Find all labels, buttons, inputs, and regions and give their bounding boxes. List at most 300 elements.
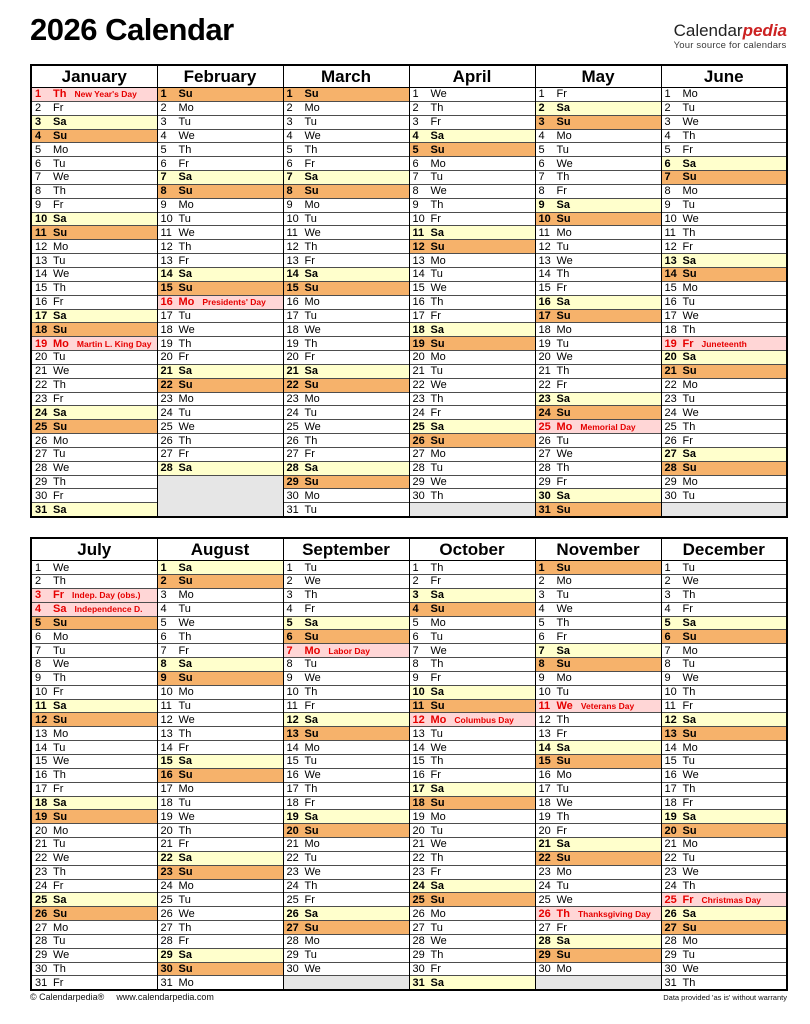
day-cell-august-19 [157, 810, 283, 824]
day-cell-may-8 [535, 184, 661, 198]
day-cell-december-13 [661, 727, 787, 741]
day-cell-july-20 [31, 824, 157, 838]
day-row-27 [31, 921, 787, 935]
empty-cell-february [157, 475, 283, 517]
day-number: 27 [538, 448, 551, 461]
day-number: 22 [35, 852, 48, 865]
day-number: 2 [35, 575, 42, 588]
day-number: 17 [35, 783, 48, 796]
day-weekday: Mo [556, 672, 572, 685]
day-cell-october-5 [409, 616, 535, 630]
day-number: 12 [160, 240, 173, 253]
day-number: 26 [412, 907, 425, 920]
day-cell-september-19 [283, 810, 409, 824]
day-number: 9 [412, 672, 419, 685]
day-row-5 [31, 143, 787, 157]
day-cell-october-25 [409, 893, 535, 907]
day-cell-june-9 [661, 198, 787, 212]
day-number: 24 [35, 879, 48, 892]
day-number: 23 [538, 392, 551, 405]
day-weekday: Su [304, 824, 319, 837]
day-number: 5 [160, 616, 167, 629]
day-cell-july-6 [31, 630, 157, 644]
day-weekday: Sa [430, 589, 444, 602]
day-cell-february-7 [157, 171, 283, 185]
day-weekday: Su [53, 323, 68, 336]
day-number: 26 [286, 434, 299, 447]
day-weekday: Su [556, 503, 571, 516]
day-cell-march-16 [283, 295, 409, 309]
day-row-14 [31, 741, 787, 755]
day-weekday: Mo [556, 226, 572, 239]
day-number: 20 [538, 351, 551, 364]
day-cell-september-10 [283, 685, 409, 699]
day-number: 18 [286, 323, 299, 336]
day-cell-october-27 [409, 921, 535, 935]
day-cell-october-10 [409, 685, 535, 699]
day-number: 26 [160, 434, 173, 447]
day-number: 24 [538, 406, 551, 419]
day-row-25 [31, 420, 787, 434]
day-weekday: Tu [682, 852, 695, 865]
day-number: 1 [160, 561, 167, 574]
day-cell-july-27 [31, 921, 157, 935]
day-weekday: Su [178, 379, 193, 392]
day-number: 17 [664, 783, 677, 796]
day-number: 10 [412, 213, 425, 226]
day-number: 10 [35, 213, 48, 226]
day-cell-december-17 [661, 782, 787, 796]
holiday-label: Columbus Day [454, 714, 514, 725]
day-weekday: Fr [304, 351, 315, 364]
day-weekday: Tu [304, 658, 317, 671]
day-weekday: Th [178, 434, 192, 447]
day-cell-june-19 [661, 337, 787, 351]
day-weekday: Mo [682, 282, 698, 295]
day-cell-november-23 [535, 865, 661, 879]
day-number: 12 [664, 713, 677, 726]
day-weekday: Su [682, 268, 697, 281]
day-cell-november-28 [535, 934, 661, 948]
day-number: 14 [35, 268, 48, 281]
day-cell-may-16 [535, 295, 661, 309]
day-cell-march-10 [283, 212, 409, 226]
day-weekday: Sa [304, 907, 318, 920]
day-number: 30 [664, 963, 677, 976]
day-cell-august-21 [157, 838, 283, 852]
day-cell-november-18 [535, 796, 661, 810]
day-weekday: Su [682, 462, 697, 475]
day-weekday: Sa [682, 616, 696, 629]
day-number: 8 [664, 658, 671, 671]
day-weekday: Mo [682, 935, 698, 948]
day-weekday: We [682, 575, 699, 588]
day-weekday: Tu [304, 949, 317, 962]
day-cell-may-4 [535, 129, 661, 143]
day-number: 4 [538, 129, 545, 142]
website-link[interactable]: www.calendarpedia.com [116, 992, 214, 1002]
day-number: 19 [664, 810, 677, 823]
day-cell-april-19 [409, 337, 535, 351]
day-weekday: Su [556, 658, 571, 671]
day-number: 14 [35, 741, 48, 754]
day-cell-october-7 [409, 644, 535, 658]
day-cell-september-17 [283, 782, 409, 796]
day-number: 22 [538, 852, 551, 865]
day-cell-april-30 [409, 489, 535, 503]
day-weekday: Tu [556, 434, 569, 447]
day-cell-december-2 [661, 575, 787, 589]
day-number: 9 [35, 672, 42, 685]
day-cell-january-5 [31, 143, 157, 157]
day-cell-july-2 [31, 575, 157, 589]
day-weekday: Su [304, 727, 319, 740]
day-cell-february-20 [157, 351, 283, 365]
day-number: 25 [35, 420, 48, 433]
day-cell-august-22 [157, 851, 283, 865]
day-number: 19 [286, 810, 299, 823]
day-number: 28 [538, 935, 551, 948]
day-weekday: Mo [178, 976, 194, 989]
day-weekday: Tu [178, 603, 191, 616]
day-weekday: Th [178, 824, 192, 837]
day-weekday: Sa [304, 171, 318, 184]
day-cell-june-3 [661, 115, 787, 129]
day-weekday: Su [682, 824, 697, 837]
day-weekday: Fr [53, 199, 64, 212]
day-weekday: Tu [53, 838, 66, 851]
day-cell-august-16 [157, 768, 283, 782]
day-weekday: Tu [682, 658, 695, 671]
day-weekday: Mo [682, 644, 698, 657]
day-cell-october-20 [409, 824, 535, 838]
day-weekday: Su [53, 129, 68, 142]
day-cell-june-13 [661, 254, 787, 268]
day-number: 1 [35, 561, 42, 574]
day-weekday: Fr [178, 157, 189, 170]
day-number: 23 [160, 866, 173, 879]
day-cell-april-26 [409, 434, 535, 448]
day-number: 14 [286, 741, 299, 754]
day-weekday: Fr [304, 893, 315, 906]
day-cell-january-19 [31, 337, 157, 351]
day-weekday: Su [53, 713, 68, 726]
day-row-8 [31, 184, 787, 198]
day-number: 2 [538, 575, 545, 588]
day-cell-september-20 [283, 824, 409, 838]
day-row-11 [31, 226, 787, 240]
day-weekday: Fr [304, 448, 315, 461]
day-weekday: Sa [53, 503, 67, 516]
day-row-30 [31, 962, 787, 976]
day-cell-june-25 [661, 420, 787, 434]
day-number: 26 [664, 434, 677, 447]
day-weekday: We [178, 616, 195, 629]
day-cell-november-26 [535, 907, 661, 921]
day-cell-may-2 [535, 101, 661, 115]
day-weekday: Mo [304, 296, 320, 309]
day-cell-august-1 [157, 561, 283, 575]
day-weekday: Tu [682, 296, 695, 309]
day-row-25 [31, 893, 787, 907]
day-weekday: Fr [430, 116, 441, 129]
day-weekday: Th [53, 185, 66, 198]
day-number: 15 [160, 282, 173, 295]
day-cell-september-29 [283, 948, 409, 962]
day-row-17 [31, 309, 787, 323]
day-number: 9 [160, 199, 167, 212]
day-number: 20 [160, 351, 173, 364]
day-row-13 [31, 254, 787, 268]
day-number: 27 [412, 921, 425, 934]
day-number: 11 [412, 226, 425, 239]
day-cell-march-5 [283, 143, 409, 157]
day-cell-march-21 [283, 364, 409, 378]
day-weekday: Th [556, 171, 570, 184]
day-cell-january-22 [31, 378, 157, 392]
day-number: 28 [35, 935, 48, 948]
day-cell-july-26 [31, 907, 157, 921]
day-number: 7 [412, 644, 419, 657]
day-number: 13 [286, 727, 299, 740]
day-weekday: Th [53, 769, 66, 782]
day-number: 28 [35, 462, 48, 475]
day-cell-october-2 [409, 575, 535, 589]
day-number: 12 [412, 713, 425, 726]
day-row-24 [31, 406, 787, 420]
day-cell-september-28 [283, 934, 409, 948]
day-number: 28 [160, 935, 173, 948]
day-cell-august-10 [157, 685, 283, 699]
day-cell-october-18 [409, 796, 535, 810]
day-weekday: Sa [53, 213, 67, 226]
day-cell-october-19 [409, 810, 535, 824]
day-cell-february-9 [157, 198, 283, 212]
day-weekday: We [556, 603, 573, 616]
day-number: 18 [412, 323, 425, 336]
day-number: 8 [160, 658, 167, 671]
day-cell-march-6 [283, 157, 409, 171]
day-weekday: Sa [556, 489, 570, 502]
day-number: 6 [160, 157, 167, 170]
month-header-july: July [31, 538, 157, 561]
day-weekday: Mo [682, 88, 698, 101]
day-cell-may-30 [535, 489, 661, 503]
day-weekday: Sa [556, 199, 570, 212]
month-header-june: June [661, 65, 787, 88]
day-cell-november-5 [535, 616, 661, 630]
day-row-31 [31, 976, 787, 990]
day-row-14 [31, 267, 787, 281]
day-number: 16 [412, 296, 425, 309]
day-row-26 [31, 907, 787, 921]
day-number: 11 [538, 226, 550, 239]
day-number: 7 [538, 644, 545, 657]
day-number: 18 [160, 796, 173, 809]
day-row-15 [31, 754, 787, 768]
day-number: 4 [35, 603, 42, 616]
empty-cell-november [535, 976, 661, 990]
day-cell-july-15 [31, 754, 157, 768]
day-cell-august-17 [157, 782, 283, 796]
day-weekday: Tu [53, 254, 66, 267]
day-cell-january-28 [31, 461, 157, 475]
day-cell-june-27 [661, 447, 787, 461]
day-weekday: Tu [556, 337, 569, 350]
day-number: 6 [35, 630, 42, 643]
day-cell-april-24 [409, 406, 535, 420]
day-cell-july-5 [31, 616, 157, 630]
day-cell-february-5 [157, 143, 283, 157]
day-cell-october-21 [409, 838, 535, 852]
day-number: 27 [412, 448, 425, 461]
day-cell-february-26 [157, 434, 283, 448]
day-number: 16 [35, 769, 48, 782]
day-row-6 [31, 630, 787, 644]
day-cell-march-31 [283, 503, 409, 517]
day-row-3 [31, 588, 787, 602]
day-weekday: Tu [682, 392, 695, 405]
day-weekday: Fr [430, 672, 441, 685]
day-weekday: Th [53, 575, 66, 588]
day-number: 10 [664, 213, 677, 226]
day-weekday: Th [682, 879, 696, 892]
day-weekday: Th [430, 489, 444, 502]
day-row-26 [31, 434, 787, 448]
day-weekday: Th [53, 88, 67, 101]
day-number: 19 [412, 337, 425, 350]
day-number: 24 [664, 406, 677, 419]
day-number: 16 [286, 296, 299, 309]
footer-left [30, 992, 214, 1002]
day-cell-march-13 [283, 254, 409, 268]
day-cell-june-1 [661, 88, 787, 102]
day-weekday: Mo [430, 448, 446, 461]
day-weekday: Fr [430, 406, 441, 419]
day-number: 15 [35, 282, 48, 295]
day-number: 13 [35, 254, 48, 267]
day-weekday: Fr [682, 603, 693, 616]
day-number: 18 [664, 796, 677, 809]
day-weekday: We [304, 672, 321, 685]
day-number: 29 [664, 949, 677, 962]
day-cell-april-9 [409, 198, 535, 212]
day-cell-april-22 [409, 378, 535, 392]
day-number: 12 [286, 713, 299, 726]
day-number: 8 [538, 185, 545, 198]
day-weekday: Mo [53, 824, 69, 837]
day-cell-july-18 [31, 796, 157, 810]
day-cell-august-24 [157, 879, 283, 893]
day-number: 6 [160, 630, 167, 643]
day-number: 13 [160, 727, 173, 740]
day-number: 4 [664, 603, 671, 616]
day-cell-october-22 [409, 851, 535, 865]
day-number: 3 [160, 116, 167, 129]
day-weekday: Fr [556, 379, 567, 392]
day-cell-june-20 [661, 351, 787, 365]
day-number: 1 [538, 88, 545, 101]
day-weekday: We [682, 116, 699, 129]
day-number: 16 [664, 296, 677, 309]
day-number: 1 [664, 88, 671, 101]
day-number: 6 [286, 630, 293, 643]
day-number: 20 [664, 824, 677, 837]
day-number: 22 [664, 379, 677, 392]
day-number: 12 [412, 240, 425, 253]
day-cell-august-23 [157, 865, 283, 879]
day-cell-august-4 [157, 602, 283, 616]
day-cell-march-30 [283, 489, 409, 503]
day-row-27 [31, 447, 787, 461]
day-weekday: Mo [556, 129, 572, 142]
day-weekday: Tu [430, 462, 443, 475]
day-cell-may-6 [535, 157, 661, 171]
day-number: 30 [412, 489, 425, 502]
holiday-label: Presidents' Day [202, 297, 266, 308]
day-number: 20 [35, 824, 48, 837]
day-number: 21 [35, 838, 48, 851]
day-weekday: Th [430, 296, 444, 309]
day-cell-october-8 [409, 658, 535, 672]
day-number: 30 [35, 489, 48, 502]
day-cell-july-31 [31, 976, 157, 990]
day-cell-july-16 [31, 768, 157, 782]
day-weekday: Th [430, 852, 444, 865]
day-number: 1 [412, 561, 419, 574]
day-cell-september-1 [283, 561, 409, 575]
day-row-20 [31, 824, 787, 838]
day-number: 15 [286, 282, 299, 295]
day-weekday: Th [304, 143, 318, 156]
day-number: 29 [160, 949, 173, 962]
day-cell-november-16 [535, 768, 661, 782]
day-number: 24 [160, 406, 173, 419]
day-weekday: Sa [556, 838, 570, 851]
day-cell-november-30 [535, 962, 661, 976]
day-number: 11 [538, 700, 551, 713]
day-cell-may-12 [535, 240, 661, 254]
day-number: 9 [35, 199, 42, 212]
day-weekday: Sa [178, 171, 192, 184]
day-cell-march-22 [283, 378, 409, 392]
day-number: 29 [286, 476, 299, 489]
page-title: 2026 Calendar [30, 12, 234, 47]
day-weekday: We [53, 949, 70, 962]
day-weekday: Th [430, 755, 444, 768]
day-weekday: We [178, 420, 195, 433]
day-cell-february-11 [157, 226, 283, 240]
day-weekday: Su [53, 616, 68, 629]
day-cell-october-26 [409, 907, 535, 921]
day-weekday: Su [178, 866, 193, 879]
day-cell-september-16 [283, 768, 409, 782]
day-weekday: Mo [430, 713, 447, 726]
day-weekday: Th [682, 976, 696, 989]
day-cell-february-2 [157, 101, 283, 115]
day-number: 16 [412, 769, 425, 782]
day-number: 21 [538, 838, 551, 851]
day-weekday: Tu [430, 365, 443, 378]
day-number: 25 [538, 893, 551, 906]
day-number: 1 [286, 88, 293, 101]
day-cell-october-29 [409, 948, 535, 962]
day-number: 26 [35, 907, 48, 920]
day-cell-february-4 [157, 129, 283, 143]
day-cell-april-7 [409, 171, 535, 185]
day-cell-january-26 [31, 434, 157, 448]
day-weekday: Sa [430, 129, 444, 142]
